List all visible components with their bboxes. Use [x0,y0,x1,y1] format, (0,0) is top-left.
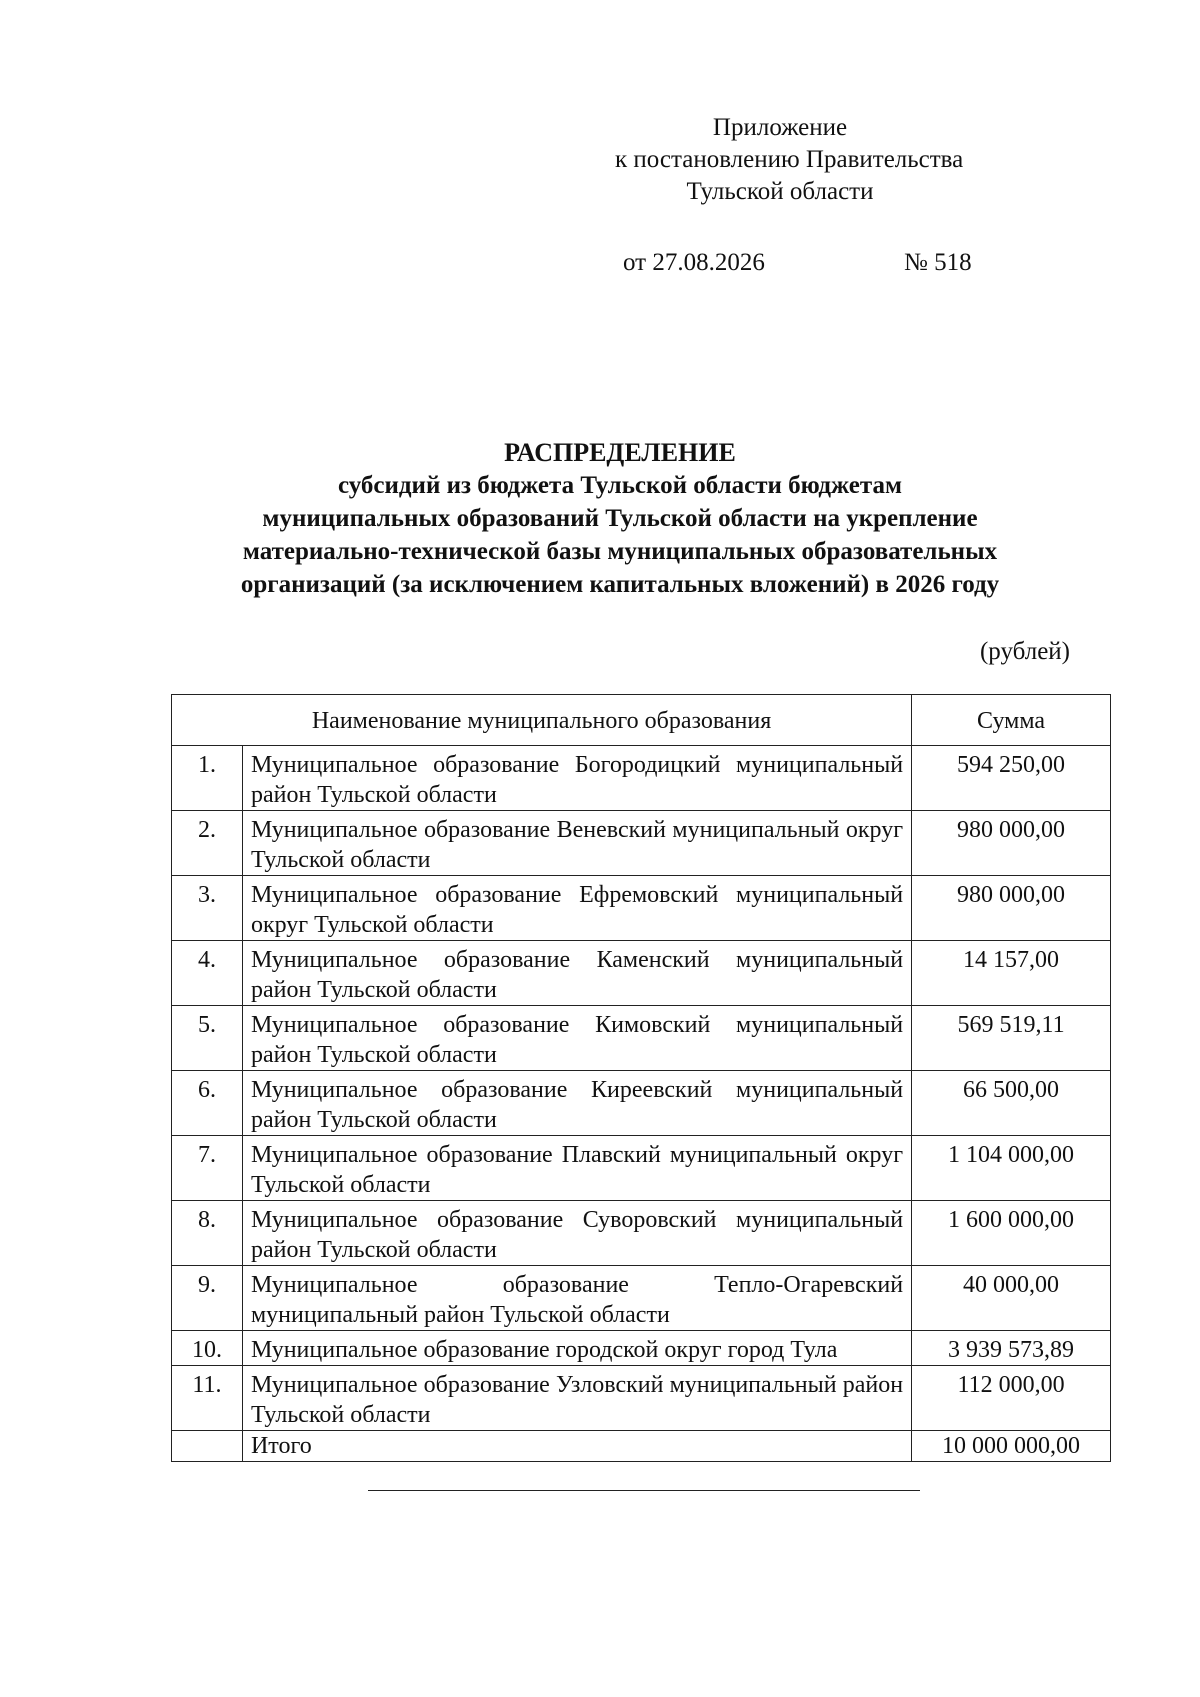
row-name: Муниципальное образование Тепло-Огаревский муниципальный район Тульской области [242,1266,911,1331]
annex-line-2: к постановлению Правительства [615,146,964,173]
table-row [172,941,1111,1006]
table-row [172,1071,1111,1136]
row-sum: 1 600 000,00 [912,1201,1111,1266]
units-label: (рублей) [979,638,1070,665]
row-number: 9. [172,1266,243,1331]
row-number: 11. [172,1366,243,1431]
row-sum: 980 000,00 [912,876,1111,941]
table-row [172,1266,1111,1331]
row-name: Муниципальное образование Киреевский муниципальный район Тульской области [242,1071,911,1136]
header-sum: Сумма [912,695,1111,746]
row-name: Муниципальное образование городской округ город Тула [242,1331,911,1366]
row-name: Муниципальное образование Ефремовский муниципальный округ Тульской области [242,876,911,941]
row-name: Муниципальное образование Веневский муниципальный округ Тульской области [242,811,911,876]
row-number: 5. [172,1006,243,1071]
table-row [172,1366,1111,1431]
title-line-3: материально-технической базы муниципальных образовательных [242,538,998,565]
row-sum: 569 519,11 [912,1006,1111,1071]
decree-date: от 27.08.2026 [623,249,765,276]
table-row [172,1136,1111,1201]
annex-line-1: Приложение [712,114,848,141]
row-number: 1. [172,746,243,811]
row-name: Муниципальное образование Суворовский муниципальный район Тульской области [242,1201,911,1266]
row-name: Муниципальное образование Каменский муниципальный район Тульской области [242,941,911,1006]
table-row [172,1006,1111,1071]
table-row [172,876,1111,941]
table-row [172,1201,1111,1266]
row-sum: 40 000,00 [912,1266,1111,1331]
row-name: Муниципальное образование Узловский муниципальный район Тульской области [242,1366,911,1431]
title-main: РАСПРЕДЕЛЕНИЕ [504,438,736,467]
row-number: 10. [172,1331,243,1366]
title-line-4: организаций (за исключением капитальных вложений) в 2026 году [240,571,1000,598]
row-name: Муниципальное образование Плавский муниципальный округ Тульской области [242,1136,911,1201]
row-sum: 14 157,00 [912,941,1111,1006]
row-number: 8. [172,1201,243,1266]
table-row [172,746,1111,811]
row-name: Муниципальное образование Богородицкий муниципальный район Тульской области [242,746,911,811]
table-row [172,1331,1111,1366]
row-name: Муниципальное образование Кимовский муниципальный район Тульской области [242,1006,911,1071]
row-number: 4. [172,941,243,1006]
total-label: Итого [242,1431,911,1462]
decree-number: № 518 [904,249,972,276]
table-row [172,811,1111,876]
title-line-1: субсидий из бюджета Тульской области бюджетам [337,472,903,499]
table-header-row [172,695,1111,746]
total-sum: 10 000 000,00 [912,1431,1111,1462]
row-sum: 594 250,00 [912,746,1111,811]
annex-header [615,112,964,208]
row-sum: 980 000,00 [912,811,1111,876]
end-divider [368,1490,920,1491]
title-line-2: муниципальных образований Тульской области на укрепление [262,505,978,532]
header-name: Наименование муниципального образования [172,695,912,746]
row-sum: 3 939 573,89 [912,1331,1111,1366]
row-number: 6. [172,1071,243,1136]
row-sum: 112 000,00 [912,1366,1111,1431]
document-title [160,436,1080,601]
total-number-cell [172,1431,243,1462]
annex-line-3: Тульской области [686,178,874,205]
row-number: 3. [172,876,243,941]
row-sum: 66 500,00 [912,1071,1111,1136]
row-sum: 1 104 000,00 [912,1136,1111,1201]
row-number: 7. [172,1136,243,1201]
row-number: 2. [172,811,243,876]
distribution-table [171,694,1111,1462]
total-row [172,1431,1111,1462]
